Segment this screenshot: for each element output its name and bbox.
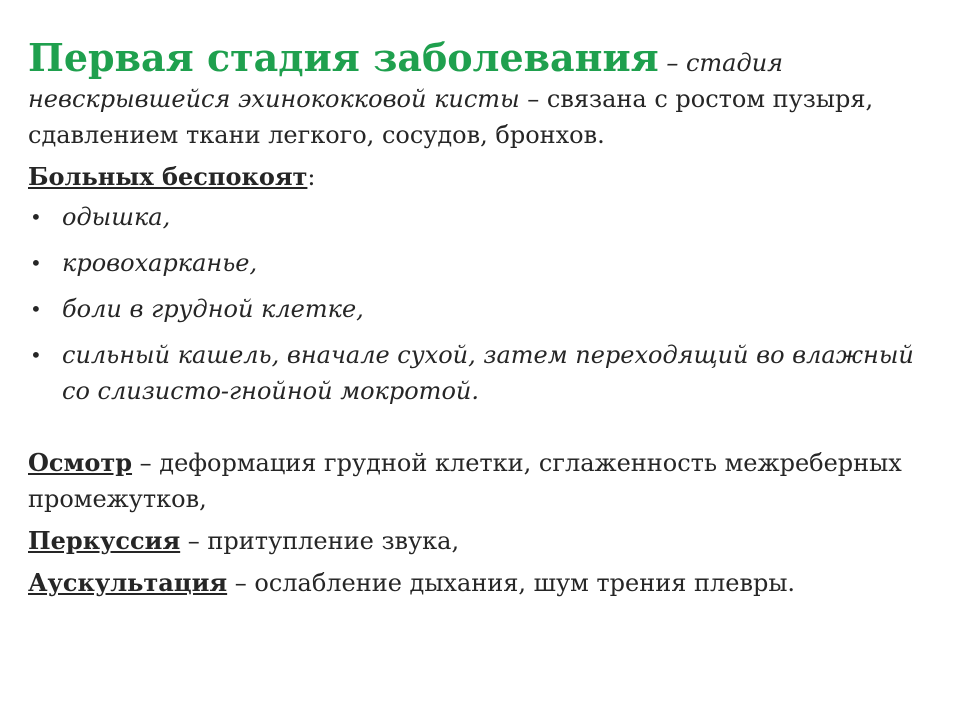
stage-subtitle: стадия невскрывшейся эхинококковой кисты [28,49,784,113]
stage-description: связана с ростом пузыря, сдавлением ткани легкого, сосудов, бронхов. [28,85,874,149]
bullet-icon: • [30,205,42,229]
dash-2: – [519,85,547,113]
list-item [28,199,938,235]
complaints-label: Больных беспокоят [28,162,308,191]
list-item [28,245,938,281]
stage-title: Первая стадия заболевания [28,35,659,80]
intro-paragraph [28,35,938,153]
dash-1: – [658,49,686,77]
auscultation-paragraph [28,565,938,601]
inspection-text: – деформация грудной клетки, сглаженность межреберных промежутков, [28,449,902,513]
complaints-colon: : [307,163,316,191]
slide-content [28,35,938,601]
symptom-text: боли в грудной клетке, [62,295,364,323]
auscultation-text: – ослабление дыхания, шум трения плевры. [227,569,796,597]
list-item [28,337,938,409]
bullet-icon: • [30,297,42,321]
percussion-paragraph [28,523,938,559]
symptom-text: кровохарканье, [62,249,258,277]
percussion-text: – притупление звука, [180,527,460,555]
symptom-text: одышка, [62,203,171,231]
bullet-icon: • [30,343,42,367]
inspection-label: Осмотр [28,448,133,477]
bullet-icon: • [30,251,42,275]
complaints-heading [28,159,938,195]
list-item [28,291,938,327]
symptom-text: сильный кашель, вначале сухой, затем переходящий во влажный со слизисто-гнойной мокротой. [62,341,914,405]
auscultation-label: Аускультация [28,568,228,597]
symptom-list [28,199,938,409]
inspection-paragraph [28,445,938,517]
percussion-label: Перкуссия [28,526,181,555]
